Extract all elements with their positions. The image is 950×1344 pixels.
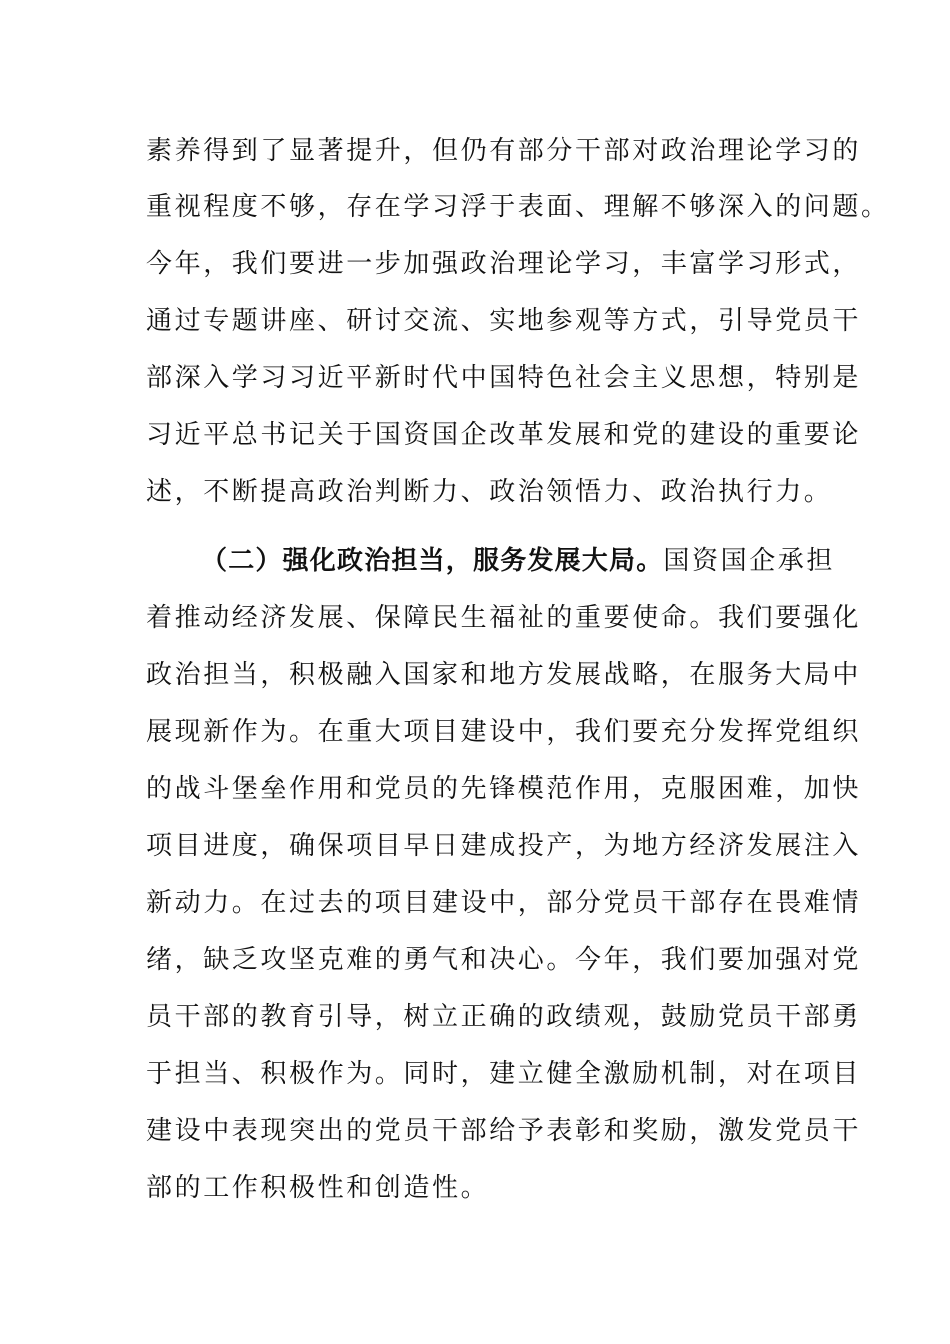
body-text-line: 政治担当，积极融入国家和地方发展战略，在服务大局中: [146, 660, 862, 690]
body-text-line: 新动力。在过去的项目建设中，部分党员干部存在畏难情: [146, 888, 862, 918]
body-text-line: 述，不断提高政治判断力、政治领悟力、政治执行力。: [146, 477, 833, 507]
body-text-line: 项目进度，确保项目早日建成投产，为地方经济发展注入: [146, 831, 862, 861]
body-text-line: 于担当、积极作为。同时，建立健全激励机制，对在项目: [146, 1059, 862, 1089]
body-text-line: 通过专题讲座、研讨交流、实地参观等方式，引导党员干: [146, 306, 862, 336]
body-text-line: 绪，缺乏攻坚克难的勇气和决心。今年，我们要加强对党: [146, 945, 862, 975]
body-text-line: 重视程度不够，存在学习浮于表面、理解不够深入的问题。: [146, 192, 890, 222]
body-text-line: 习近平总书记关于国资国企改革发展和党的建设的重要论: [146, 420, 862, 450]
body-text-line: 建设中表现突出的党员干部给予表彰和奖励，激发党员干: [146, 1116, 862, 1146]
body-text-line: 员干部的教育引导，树立正确的政绩观，鼓励党员干部勇: [146, 1002, 862, 1032]
body-text-line: 部深入学习习近平新时代中国特色社会主义思想，特别是: [146, 363, 862, 393]
section-heading-continuation: 国资国企承担: [663, 546, 836, 576]
body-text-line: 部的工作积极性和创造性。: [146, 1173, 490, 1203]
section-heading-line: [201, 544, 835, 578]
body-text-line: 素养得到了显著提升，但仍有部分干部对政治理论学习的: [146, 136, 862, 166]
body-text-line: 的战斗堡垒作用和党员的先锋模范作用，克服困难，加快: [146, 774, 862, 804]
body-text-line: 着推动经济发展、保障民生福祉的重要使命。我们要强化: [146, 603, 862, 633]
body-text-line: 展现新作为。在重大项目建设中，我们要充分发挥党组织: [146, 717, 862, 747]
body-text-line: 今年，我们要进一步加强政治理论学习，丰富学习形式，: [146, 249, 862, 279]
section-heading: （二）强化政治担当，服务发展大局。: [201, 546, 664, 576]
